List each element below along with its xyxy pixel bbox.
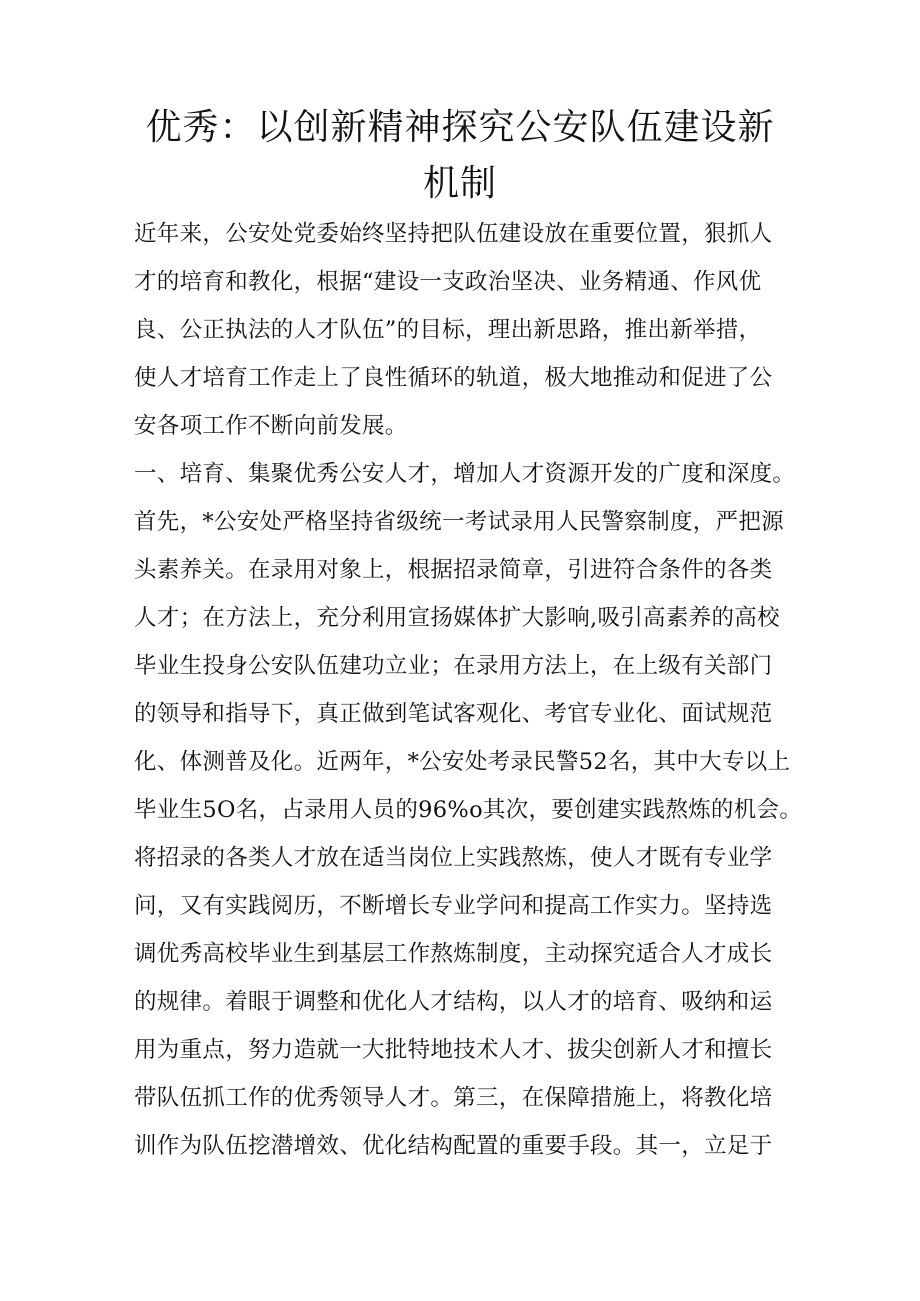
body-line: 调优秀高校毕业生到基层工作熬炼制度，主动探究适合人才成长 [134,941,773,967]
body-line: 人才；在方法上，充分利用宣扬媒体扩大影响,吸引高素养的高校 [134,605,780,631]
body-line: 良、公正执法的人才队伍”的目标，理出新思路，推出新举措， [134,317,762,343]
title-line: 优秀：以创新精神探究公安队伍建设新 [145,107,775,148]
body-line: 毕业生5O名，占录用人员的96%o其次，要创建实践熬炼的机会。 [134,797,803,823]
body-line: 头素养关。在录用对象上，根据招录简章，引进符合条件的各类 [134,557,773,583]
body-line: 用为重点，努力造就一大批特地技术人才、拔尖创新人才和擅长 [134,1037,773,1063]
section-heading-line: 一、培育、集聚优秀公安人才，增加人才资源开发的广度和深度。 [134,461,796,487]
body-line: 安各项工作不断向前发展。 [134,413,408,439]
title-line: 机制 [422,163,497,204]
body-line: 使人才培育工作走上了良性循环的轨道，极大地推动和促进了公 [134,365,773,391]
body-line: 的领导和指导下，真正做到笔试客观化、考官专业化、面试规范 [134,701,773,727]
body-line: 毕业生投身公安队伍建功立业；在录用方法上，在上级有关部门 [134,653,773,679]
body-line: 训作为队伍挖潜增效、优化结构配置的重要手段。其一，立足于 [134,1133,773,1159]
body-line: 近年来，公安处党委始终坚持把队伍建设放在重要位置，狠抓人 [134,221,773,247]
body-line: 的规律。着眼于调整和优化人才结构，以人才的培育、吸纳和运 [134,989,773,1015]
body-line: 化、体测普及化。近两年，*公安处考录民警52名，其中大专以上 [134,749,791,775]
body-line: 首先，*公安处严格坚持省级统一考试录用人民警察制度，严把源 [134,509,784,535]
body-line: 带队伍抓工作的优秀领导人才。第三，在保障措施上，将教化培 [134,1085,773,1111]
document-body [134,210,814,1170]
body-line: 才的培育和教化，根据“建设一支政治坚决、业务精通、作风优 [134,269,762,295]
document-title [120,100,800,212]
body-line: 问，又有实践阅历，不断增长专业学问和提高工作实力。坚持选 [134,893,773,919]
body-line: 将招录的各类人才放在适当岗位上实践熬炼，使人才既有专业学 [134,845,773,871]
